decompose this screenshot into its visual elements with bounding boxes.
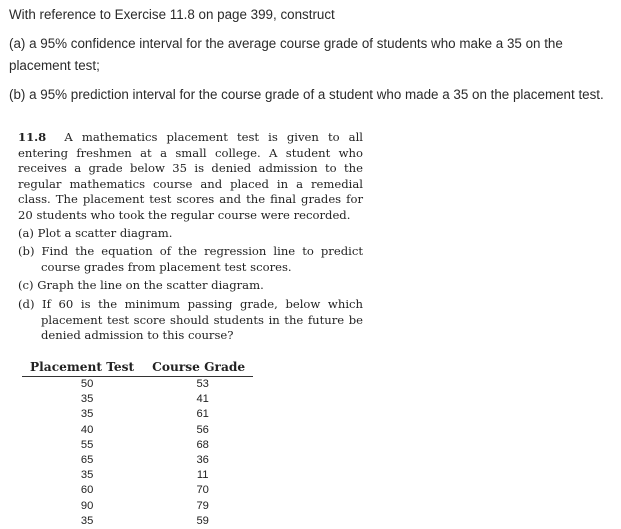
table-row [22, 499, 253, 514]
table-row [22, 483, 253, 498]
table-cell-placement: 40 [80, 423, 94, 436]
table-cell-grade: 53 [196, 378, 209, 390]
exercise-item-b: (b) Find the equation of the regression line to predict course grades from placement test scores. [18, 244, 363, 274]
exercise-number: 11.8 [18, 130, 47, 144]
table-cell-placement: 35 [80, 408, 94, 421]
exercise-items [18, 226, 363, 344]
table-cell-grade: 36 [196, 454, 209, 467]
question-part-b: (b) a 95% prediction interval for the course grade of a student who made a 35 on the placement test. [9, 87, 604, 102]
table-cell-placement: 90 [80, 499, 94, 512]
table-header-row [22, 359, 253, 377]
exercise-block [18, 130, 363, 344]
table-cell-grade: 61 [196, 408, 209, 421]
exercise-item-d: (d) If 60 is the minimum passing grade, below which placement test score should students in the future be denied admission to this course? [18, 296, 363, 343]
table-cell-grade: 41 [196, 393, 209, 406]
exercise-item-c: (c) Graph the line on the scatter diagram. [18, 278, 264, 293]
table-cell-grade: 79 [196, 499, 209, 512]
table-row [22, 438, 253, 453]
question-intro: With reference to Exercise 11.8 on page 399, construct [9, 7, 335, 22]
table-cell-placement: 35 [80, 514, 94, 527]
table-cell-placement: 55 [80, 438, 94, 451]
table-cell-grade: 56 [196, 423, 209, 436]
table-cell-placement: 60 [80, 484, 94, 497]
table-row [22, 423, 253, 438]
question-part-a: (a) a 95% confidence interval for the average course grade of students who make a 35 on the placement test; [9, 36, 563, 73]
table-row [22, 407, 253, 422]
table-cell-grade: 59 [196, 514, 209, 527]
table-row [22, 377, 253, 393]
table-cell-placement: 65 [80, 454, 94, 467]
exercise-item-a: (a) Plot a scatter diagram. [18, 225, 173, 240]
table-row [22, 468, 253, 483]
table-cell-placement: 35 [80, 469, 94, 482]
table-header-placement-test: Placement Test [22, 359, 152, 377]
table-cell-grade: 70 [196, 484, 209, 497]
table-cell-grade: 68 [196, 438, 209, 451]
table-cell-placement: 35 [80, 393, 94, 406]
table-cell-placement: 50 [80, 378, 94, 390]
table-cell-grade: 11 [196, 469, 209, 482]
data-table [22, 359, 253, 529]
table-row [22, 514, 253, 529]
exercise-description: A mathematics placement test is given to all entering freshmen at a small college. A student who receives a grade below 35 is denied admission to the regular mathematics course and placed in a remedial class. The placement test scores and the final grades for 20 students who took the regular course were recorded. [18, 130, 363, 222]
table-row [22, 392, 253, 407]
table-header-course-grade: Course Grade [152, 359, 253, 377]
exercise-description-paragraph [18, 130, 363, 224]
table-row [22, 453, 253, 468]
